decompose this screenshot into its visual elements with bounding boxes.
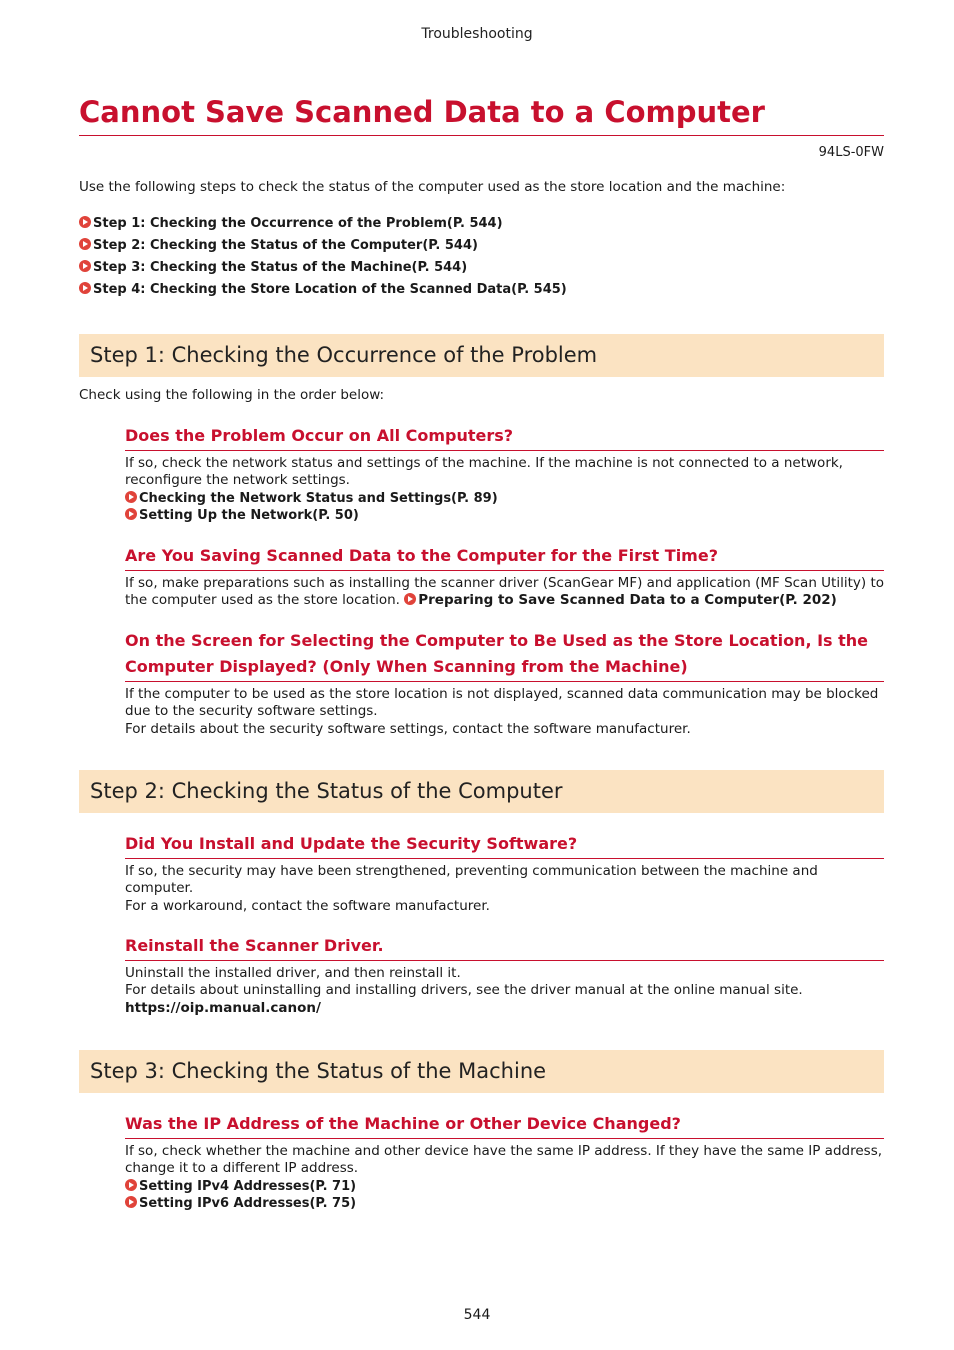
link-network-status[interactable]: Checking the Network Status and Settings(P. 89) <box>125 490 884 507</box>
section-heading-step1: Step 1: Checking the Occurrence of the Problem <box>79 334 884 377</box>
page-title: Cannot Save Scanned Data to a Computer <box>79 94 884 136</box>
arrow-right-icon <box>125 1179 137 1191</box>
subheading-computer-displayed: On the Screen for Selecting the Computer to Be Used as the Store Location, Is the Computer Displayed? (Only When Scanning from the Machine) <box>125 628 884 682</box>
answer-ip-address-changed: If so, check whether the machine and other device have the same IP address. If they have the same IP address, change it to a different IP address. Setting IPv4 Addresses(P. 71) Setting IPv6 Addresses(P. 75) <box>125 1143 883 1212</box>
answer-reinstall-driver: Uninstall the installed driver, and then reinstall it. For details about uninstalling and installing drivers, see the driver manual at the online manual site. https://oip.manual.canon/ <box>125 965 884 1017</box>
intro-text: Use the following steps to check the status of the computer used as the store location and the machine: <box>79 179 786 195</box>
link-ipv6-addresses[interactable]: Setting IPv6 Addresses(P. 75) <box>125 1195 884 1212</box>
step1-lead-text: Check using the following in the order below: <box>79 387 385 403</box>
answer-security-software: If so, the security may have been strengthened, preventing communication between the machine and computer. For a workaround, contact the software manufacturer. <box>125 863 818 914</box>
arrow-right-icon <box>125 491 137 503</box>
arrow-right-icon <box>125 508 137 520</box>
link-preparing-to-save[interactable]: Preparing to Save Scanned Data to a Computer(P. 202) <box>404 592 837 608</box>
link-setting-up-network[interactable]: Setting Up the Network(P. 50) <box>125 507 884 524</box>
subheading-ip-address-changed: Was the IP Address of the Machine or Other Device Changed? <box>125 1111 884 1139</box>
page-number: 544 <box>463 1307 491 1323</box>
answer-computer-displayed: If the computer to be used as the store location is not displayed, scanned data communication may be blocked due to the security software settings. For details about the security software settings, contact the software manufacturer. <box>125 686 879 737</box>
arrow-right-icon <box>125 1196 137 1208</box>
toc-link-step1[interactable]: Step 1: Checking the Occurrence of the Problem(P. 544) <box>79 213 884 235</box>
toc-list <box>79 213 884 301</box>
link-online-manual[interactable]: https://oip.manual.canon/ <box>125 999 321 1016</box>
document-id: 94LS-0FW <box>818 145 884 160</box>
subheading-reinstall-driver: Reinstall the Scanner Driver. <box>125 933 884 961</box>
running-header: Troubleshooting <box>421 26 533 42</box>
subheading-security-software: Did You Install and Update the Security Software? <box>125 831 884 859</box>
toc-link-step2[interactable]: Step 2: Checking the Status of the Computer(P. 544) <box>79 235 884 257</box>
answer-all-computers: If so, check the network status and settings of the machine. If the machine is not connected to a network, reconfigure the network settings. Checking the Network Status and Settings(P. 89) Setting Up the Network(P. 50) <box>125 455 884 525</box>
arrow-right-icon <box>79 216 91 228</box>
link-ipv4-addresses[interactable]: Setting IPv4 Addresses(P. 71) <box>125 1178 884 1195</box>
subheading-all-computers: Does the Problem Occur on All Computers? <box>125 423 884 451</box>
section-heading-step2: Step 2: Checking the Status of the Computer <box>79 770 884 813</box>
arrow-right-icon <box>79 282 91 294</box>
section-heading-step3: Step 3: Checking the Status of the Machine <box>79 1050 884 1093</box>
arrow-right-icon <box>79 260 91 272</box>
answer-first-time: If so, make preparations such as installing the scanner driver (ScanGear MF) and application (MF Scan Utility) to the computer used as the store location. Preparing to Save Scanned Data to a Computer(P. 202) <box>125 575 884 609</box>
toc-link-step4[interactable]: Step 4: Checking the Store Location of the Scanned Data(P. 545) <box>79 279 884 301</box>
toc-link-step3[interactable]: Step 3: Checking the Status of the Machine(P. 544) <box>79 257 884 279</box>
subheading-first-time: Are You Saving Scanned Data to the Computer for the First Time? <box>125 543 884 571</box>
arrow-right-icon <box>404 593 416 605</box>
arrow-right-icon <box>79 238 91 250</box>
